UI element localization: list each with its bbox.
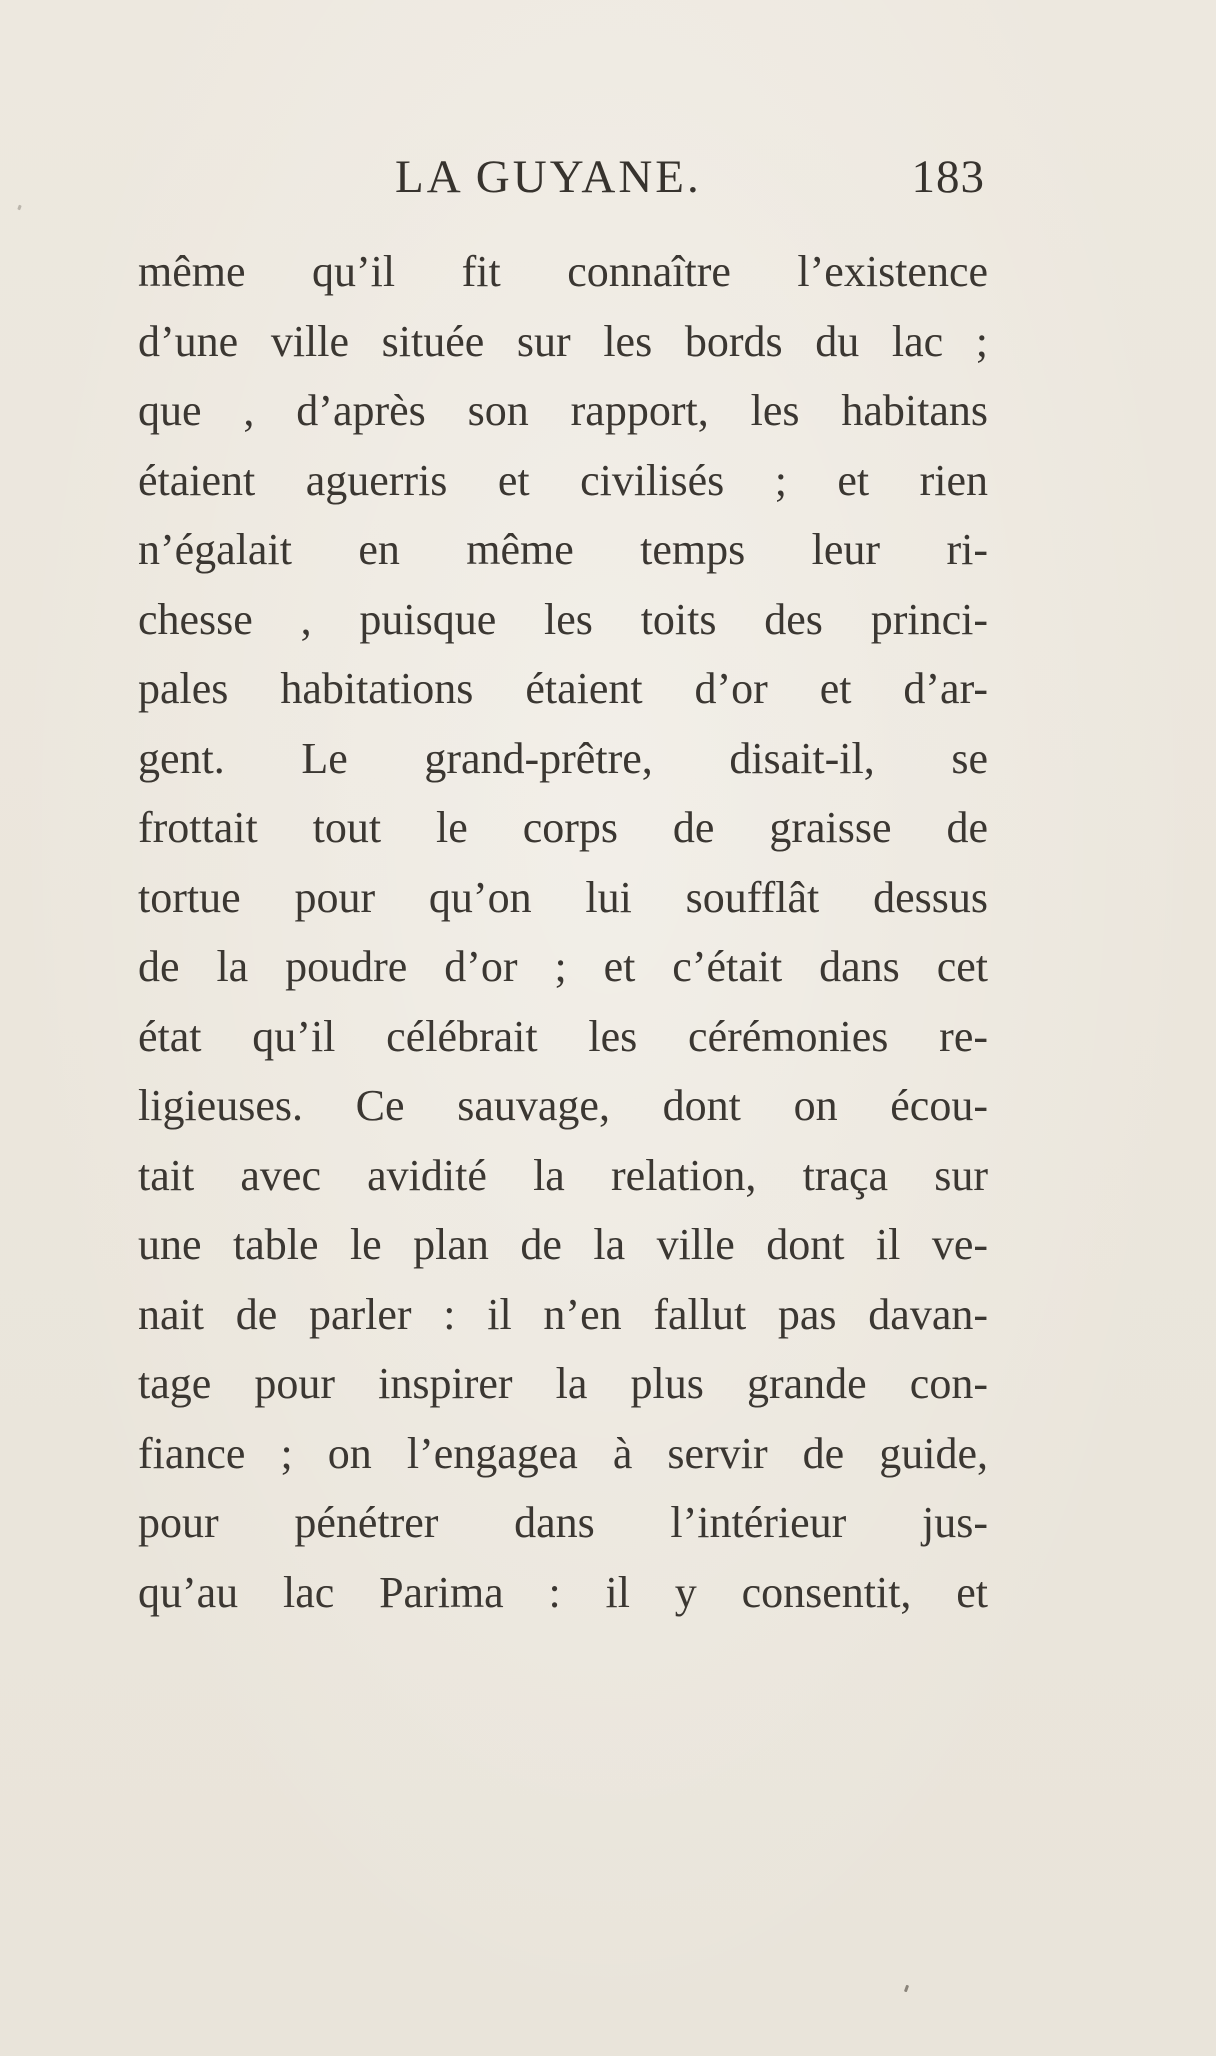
running-head [395, 150, 985, 210]
text-line: nait de parler : il n’en fallut pas davan- [138, 1289, 988, 1339]
paper-speck [17, 205, 22, 211]
text-line: étaient aguerris et civilisés ; et rien [138, 455, 988, 505]
text-line: ligieuses. Ce sauvage, dont on écou- [138, 1081, 988, 1130]
text-line: état qu’il célébrait les cérémonies re- [138, 1011, 988, 1061]
text-line: fiance ; on l’engagea à servir de guide, [138, 1428, 988, 1478]
text-line: tortue pour qu’on lui soufflât dessus [138, 872, 988, 922]
text-line: pales habitations étaient d’or et d’ar- [138, 664, 988, 713]
text-line: qu’au lac Parima : il y consentit, et [138, 1567, 988, 1617]
text-line: que , d’après son rapport, les habitans [138, 386, 988, 435]
page-number: 183 [911, 151, 985, 203]
text-line: frottait tout le corps de graisse de [138, 803, 988, 852]
text-line: pour pénétrer dans l’intérieur jus- [138, 1498, 988, 1547]
text-line: de la poudre d’or ; et c’était dans cet [138, 942, 988, 991]
text-line: même qu’il fit connaître l’existence [138, 247, 988, 296]
text-line: gent. Le grand-prêtre, disait-il, se [138, 733, 988, 783]
text-line: tait avec avidité la relation, traça sur [138, 1150, 988, 1200]
paper-speck [904, 1985, 909, 1993]
text-line: tage pour inspirer la plus grande con- [138, 1359, 988, 1408]
running-title: LA GUYANE. [395, 151, 702, 203]
text-line: d’une ville située sur les bords du lac ; [138, 316, 988, 366]
body-text [138, 237, 988, 1627]
text-line: chesse , puisque les toits des princi- [138, 594, 988, 644]
text-line: une table le plan de la ville dont il ve- [138, 1220, 988, 1269]
text-line: n’égalait en même temps leur ri- [138, 525, 988, 574]
